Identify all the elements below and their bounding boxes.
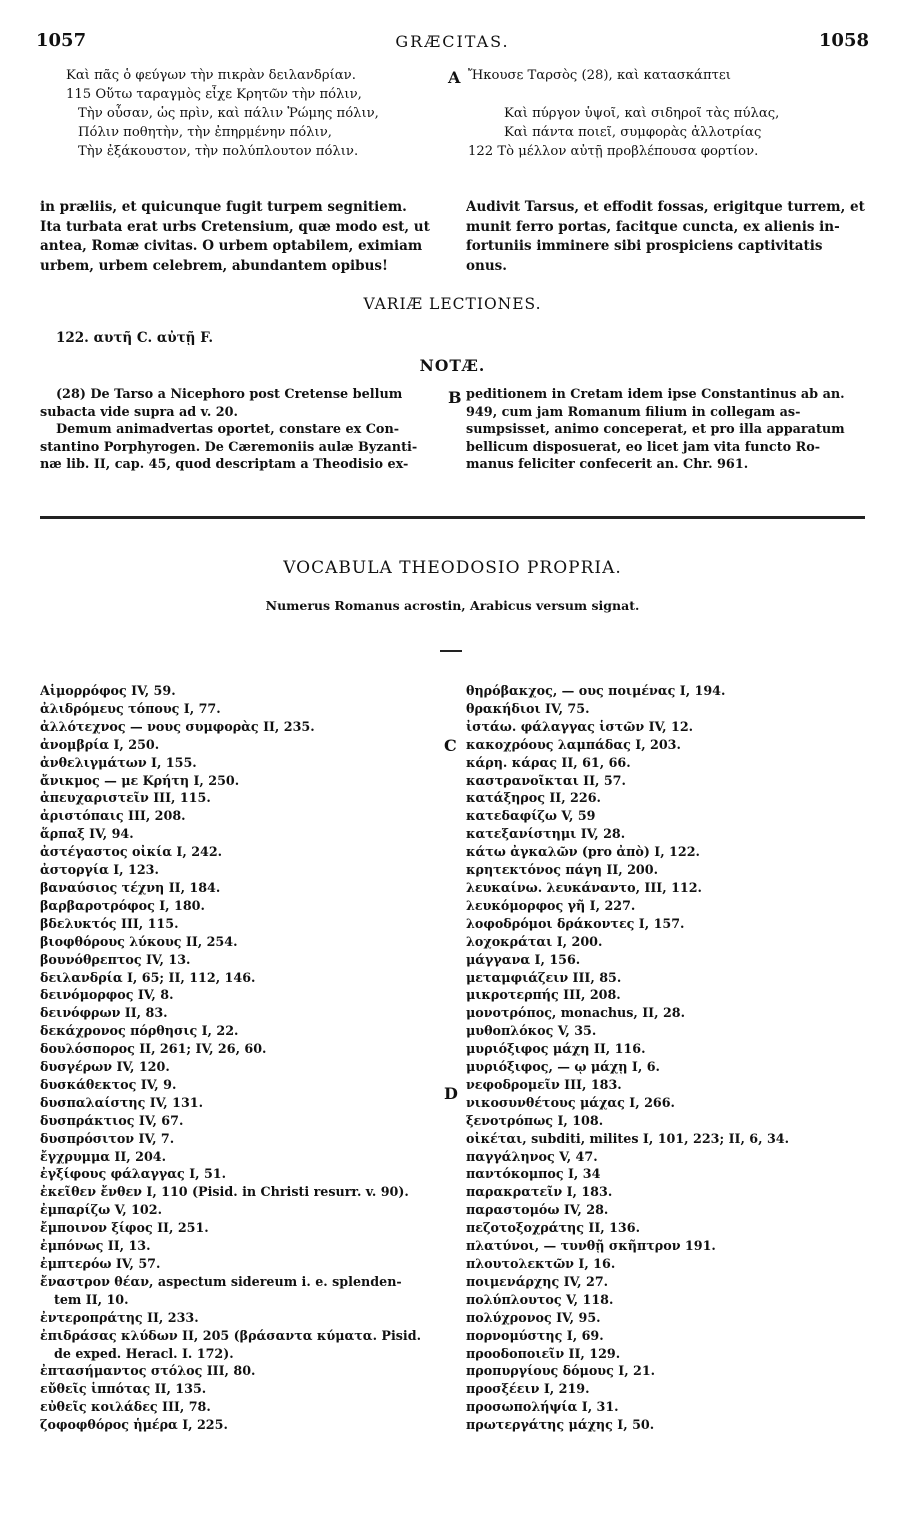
poem-verse-line: Τὴν ἐξάκουστον, τὴν πολύπλουτον πόλιν. bbox=[78, 144, 359, 159]
vocab-entry: κατάξηρος II, 226. bbox=[466, 790, 601, 806]
poem-verse-line: Καὶ πᾶς ὁ φεύγων τὴν πικρὰν δειλανδρίαν. bbox=[66, 68, 356, 83]
vocab-entry: ἰστάω. φάλαγγας ἱστῶν IV, 12. bbox=[466, 718, 694, 734]
right-page-number: 1058 bbox=[818, 30, 869, 51]
vocab-entry: πολύπλουτος V, 118. bbox=[466, 1291, 614, 1307]
vocab-entry: λευκόμορφος γῆ I, 227. bbox=[466, 897, 636, 913]
vocab-entry: κατεδαφίζω V, 59 bbox=[466, 808, 596, 824]
poem-verse-line: Ἤκουσε Ταρσὸς (28), καὶ κατασκάπτει bbox=[468, 68, 731, 83]
vocab-entry: ἔγχρυμμα II, 204. bbox=[40, 1148, 167, 1164]
vocab-entry: ἀλιδρόμευς τόπους I, 77. bbox=[40, 700, 221, 716]
note-text-line: bellicum disposuerat, eo licet jam vita functo Ro- bbox=[466, 439, 821, 455]
vocab-entry: δυσπρόσιτον IV, 7. bbox=[40, 1130, 175, 1146]
poem-verse-line: Τὴν οὖσαν, ὡς πρὶν, καὶ πάλιν Ῥώμης πόλιν, bbox=[78, 106, 379, 121]
vocab-entry: μικροτερπής III, 208. bbox=[466, 987, 621, 1003]
vocab-entry: δυσκάθεκτος IV, 9. bbox=[40, 1076, 177, 1092]
notes-right-column bbox=[466, 386, 871, 474]
vocab-entry: ἐπιδράσας κλύδων II, 205 (βράσαντα κύματα. Pisid. bbox=[40, 1327, 422, 1343]
vocab-entry: ποιμενάρχης IV, 27. bbox=[466, 1273, 609, 1289]
vocab-entry: βουνόθρεπτος IV, 13. bbox=[40, 951, 191, 967]
latin-text-line: munit ferro portas, facitque cuncta, ex alienis in- bbox=[466, 218, 840, 235]
vocab-entry: ἀριστόπαις III, 208. bbox=[40, 808, 186, 824]
notae-heading: NOTÆ. bbox=[419, 356, 486, 375]
latin-text-line: Audivit Tarsus, et effodit fossas, erigitque turrem, et bbox=[466, 199, 865, 215]
vocab-entry: δυσπράκτιος IV, 67. bbox=[40, 1112, 184, 1128]
vocab-entry: ἔναστρον θέαν, aspectum sidereum i. e. splenden- bbox=[40, 1273, 402, 1289]
vocab-entry: καστρανοῖκται II, 57. bbox=[466, 772, 626, 788]
vocab-entry: νικοσυνθέτους μάχας I, 266. bbox=[466, 1094, 675, 1110]
note-text-line: (28) De Tarso a Nicephoro post Cretense bellum bbox=[56, 387, 403, 402]
vocab-entry: πορνομύστης I, 69. bbox=[466, 1327, 604, 1343]
vocab-entry: κατεξανίστημι IV, 28. bbox=[466, 826, 626, 842]
vocab-entry: de exped. Heracl. I. 172). bbox=[54, 1345, 234, 1361]
running-header bbox=[36, 30, 869, 54]
vocab-entry: εὐθεῖς κοιλάδες III, 78. bbox=[40, 1399, 211, 1415]
note-text-line: stantino Porphyrogen. De Cæremoniis aulæ Byzanti- bbox=[40, 439, 418, 455]
vocab-entry: λοφοδρόμοι δράκοντες I, 157. bbox=[466, 915, 685, 931]
vocab-entry: δουλόσπορος II, 261; IV, 26, 60. bbox=[40, 1041, 267, 1057]
vocab-entry: κρητεκτόνος πάγη II, 200. bbox=[466, 862, 659, 878]
vocab-entry: ξενοτρόπως I, 108. bbox=[466, 1112, 604, 1128]
vocab-entry: οἰκέται, subditi, milites I, 101, 223; II, 6, 34. bbox=[466, 1130, 790, 1146]
latin-text-line: urbem, urbem celebrem, abundantem opibus! bbox=[40, 257, 388, 274]
vocab-entry: ἐγξίφους φάλαγγας I, 51. bbox=[40, 1166, 227, 1182]
variant-reading: 122. αυτῆ C. αὐτῇ F. bbox=[56, 330, 214, 346]
vocab-entry: μυριόξιφος μάχη II, 116. bbox=[466, 1041, 646, 1057]
vocab-entry: προσωπολήψία I, 31. bbox=[466, 1399, 619, 1415]
vocab-entry: δεινόφρων II, 83. bbox=[40, 1005, 168, 1021]
vocab-entry: ἐντεροπράτης II, 233. bbox=[40, 1309, 199, 1325]
vocab-entry: tem II, 10. bbox=[54, 1291, 129, 1307]
vocab-entry: μυθοπλόκος V, 35. bbox=[466, 1023, 597, 1039]
vocab-entry: ἐμπαρίζω V, 102. bbox=[40, 1202, 162, 1218]
latin-text-line: onus. bbox=[466, 257, 507, 274]
vocab-entry: πλουτολεκτῶν I, 16. bbox=[466, 1256, 616, 1271]
vocab-entry: παραστομόω IV, 28. bbox=[466, 1202, 609, 1218]
vocab-entry: βιοφθόρους λύκους II, 254. bbox=[40, 933, 238, 949]
vocab-entry: ἀπευχαριστεῖν III, 115. bbox=[40, 790, 211, 806]
vocab-entry: ἀστοργία I, 123. bbox=[40, 862, 159, 878]
vocab-entry: βδελυκτός III, 115. bbox=[40, 915, 179, 931]
column-marker-b: B bbox=[448, 388, 462, 407]
vocab-entry: λοχοκράται I, 200. bbox=[466, 933, 603, 949]
latin-translation-left bbox=[40, 198, 445, 276]
vocab-entry: μεταμφιάζειν III, 85. bbox=[466, 969, 622, 985]
note-text-line: 949, cum jam Romanum filium in collegam as- bbox=[466, 404, 801, 420]
vocab-entry: πρωτεργάτης μάχης I, 50. bbox=[466, 1417, 655, 1433]
vocab-entry: παγγάληνος V, 47. bbox=[466, 1148, 598, 1164]
vocab-entry: ἐκεῖθεν ἔνθεν I, 110 (Pisid. in Christi resurr. v. 90). bbox=[40, 1184, 409, 1200]
vocab-entry: νεφοδρομεῖν III, 183. bbox=[466, 1076, 622, 1092]
latin-translation-right bbox=[466, 198, 871, 276]
vocab-entry: Αἱμορρόφος IV, 59. bbox=[40, 683, 176, 698]
vocab-left-column bbox=[40, 682, 450, 1434]
vocab-entry: πολύχρονος IV, 95. bbox=[466, 1309, 601, 1325]
vocab-entry: ἀνομβρία I, 250. bbox=[40, 736, 160, 752]
vocab-entry: κάρη. κάρας II, 61, 66. bbox=[466, 754, 631, 770]
heading-dash bbox=[440, 650, 462, 652]
vocab-entry: βαρβαροτρόφος I, 180. bbox=[40, 897, 205, 913]
vocab-entry: δυσγέρων IV, 120. bbox=[40, 1059, 170, 1075]
note-text-line: sumpsisset, animo conceperat, et pro illa apparatum bbox=[466, 422, 845, 437]
notes-left-column bbox=[40, 386, 445, 474]
vocab-entry: κακοχρόους λαμπάδας I, 203. bbox=[466, 736, 681, 752]
vocab-entry: λευκαίνω. λευκάναντο, III, 112. bbox=[466, 879, 702, 895]
column-marker-a: A bbox=[448, 68, 461, 87]
vocab-entry: μυριόξιφος, — ῳ μάχῃ I, 6. bbox=[466, 1059, 660, 1075]
column-marker-d: D bbox=[444, 1084, 458, 1103]
vocab-entry: ἐπτασήμαντος στόλος III, 80. bbox=[40, 1363, 256, 1379]
poem-verse-line: Καὶ πύργον ὑψοῖ, καὶ σιδηροῖ τὰς πύλας, bbox=[504, 106, 780, 121]
vocab-entry: κάτω ἀγκαλῶν (pro ἀπὸ) I, 122. bbox=[466, 844, 700, 860]
latin-text-line: Ita turbata erat urbs Cretensium, quæ modo est, ut bbox=[40, 218, 430, 235]
vocab-entry: ἀστέγαστος οἰκία I, 242. bbox=[40, 844, 223, 860]
vocab-entry: ἐμπτερόω IV, 57. bbox=[40, 1256, 161, 1271]
vocab-entry: ἐμπόνως II, 13. bbox=[40, 1238, 151, 1254]
latin-text-line: antea, Romæ civitas. O urbem optabilem, eximiam bbox=[40, 238, 423, 254]
vocab-entry: παρακρατεῖν I, 183. bbox=[466, 1184, 613, 1200]
note-text-line: subacta vide supra ad v. 20. bbox=[40, 404, 239, 420]
variae-lectiones-heading: VARIÆ LECTIONES. bbox=[363, 295, 542, 313]
poem-verse-line: Πόλιν ποθητὴν, τὴν ἐπηρμένην πόλιν, bbox=[78, 125, 332, 140]
vocab-right-column bbox=[466, 682, 876, 1434]
poem-verse-line: Καὶ πάντα ποιεῖ, συμφορὰς ἀλλοτρίας bbox=[504, 125, 762, 140]
poem-verse-line: 122 Τὸ μέλλον αὐτῇ προβλέπουσα φορτίον. bbox=[468, 144, 759, 159]
vocab-entry: προοδοποιεῖν II, 129. bbox=[466, 1345, 621, 1361]
left-page-number: 1057 bbox=[36, 30, 87, 51]
note-text-line: næ lib. II, cap. 45, quod descriptam a Theodisio ex- bbox=[40, 457, 409, 472]
vocab-entry: εὔθεῖς ἱππότας II, 135. bbox=[40, 1381, 207, 1397]
vocab-entry: δειλανδρία I, 65; II, 112, 146. bbox=[40, 969, 256, 985]
note-text-line: manus feliciter confecerit an. Chr. 961. bbox=[466, 457, 749, 472]
vocab-entry: θηρόβακχος, — ους ποιμένας I, 194. bbox=[466, 683, 726, 698]
vocab-entry: θρακήδιοι IV, 75. bbox=[466, 700, 590, 716]
vocab-entry: μονοτρόπος, monachus, II, 28. bbox=[466, 1005, 686, 1021]
column-marker-c: C bbox=[444, 736, 457, 755]
vocab-entry: πεζοτοξοχράτης II, 136. bbox=[466, 1220, 641, 1236]
poem-left-column bbox=[66, 66, 446, 161]
vocab-entry: προπυργίους δόμους I, 21. bbox=[466, 1363, 656, 1379]
vocab-entry: παντόκομπος I, 34 bbox=[466, 1166, 601, 1182]
vocab-entry: μάγγανα I, 156. bbox=[466, 951, 581, 967]
vocab-entry: ζοφοφθόρος ἡμέρα I, 225. bbox=[40, 1417, 228, 1433]
vocabula-subheading: Numerus Romanus acrostin, Arabicus versum signat. bbox=[265, 598, 640, 613]
vocab-entry: προσξέειν I, 219. bbox=[466, 1381, 590, 1397]
poem-verse-line bbox=[468, 85, 873, 104]
poem-right-column bbox=[468, 66, 873, 161]
note-text-line: peditionem in Cretam idem ipse Constantinus ab an. bbox=[466, 387, 845, 402]
running-title: GRÆCITAS. bbox=[395, 32, 510, 51]
vocab-entry: πλατύνοι, — τυνθῇ σκῆπτρον 191. bbox=[466, 1238, 716, 1254]
vocabula-heading: VOCABULA THEODOSIO PROPRIA. bbox=[283, 558, 622, 578]
vocab-entry: βαναύσιος τέχνη II, 184. bbox=[40, 879, 221, 895]
poem-verse-line: 115 Οὕτω ταραγμὸς εἶχε Κρητῶν τὴν πόλιν, bbox=[66, 87, 362, 102]
vocab-entry: δυσπαλαίστης IV, 131. bbox=[40, 1094, 204, 1110]
vocab-entry: ἄνικμος — με Κρήτη I, 250. bbox=[40, 772, 240, 788]
vocab-entry: ἀνθελιγμάτων I, 155. bbox=[40, 754, 197, 770]
vocab-entry: δεινόμορφος IV, 8. bbox=[40, 987, 174, 1003]
note-text-line: Demum animadvertas oportet, constare ex Con- bbox=[56, 422, 400, 437]
vocab-entry: ἀλλότεχνος — νους συμφορὰς II, 235. bbox=[40, 718, 315, 734]
vocab-entry: ἅρπαξ IV, 94. bbox=[40, 826, 134, 842]
section-divider bbox=[40, 516, 865, 519]
latin-text-line: fortuniis imminere sibi prospiciens captivitatis bbox=[466, 238, 823, 254]
latin-text-line: in præliis, et quicunque fugit turpem segnitiem. bbox=[40, 199, 407, 215]
vocab-entry: ἔμποινον ξίφος II, 251. bbox=[40, 1220, 209, 1236]
vocab-entry: δεκάχρονος πόρθησις I, 22. bbox=[40, 1023, 239, 1039]
